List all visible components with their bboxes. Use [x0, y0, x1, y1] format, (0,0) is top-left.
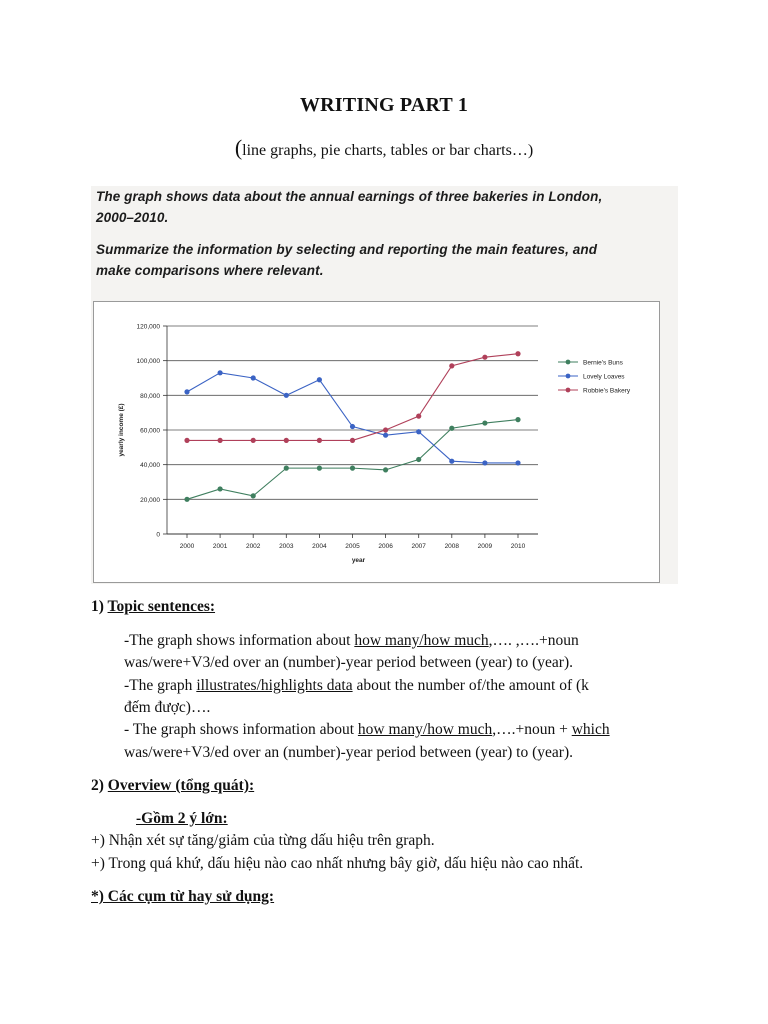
x-tick-label: 2007	[411, 543, 426, 550]
data-point	[218, 486, 223, 491]
chart-frame	[93, 301, 660, 583]
data-point	[218, 370, 223, 375]
topic-line-6: was/were+V3/ed over an (number)-year period between (year) to (year).	[124, 744, 573, 761]
data-point	[383, 467, 388, 472]
series-line	[187, 420, 518, 500]
legend-label: Robbie's Bakery	[583, 387, 631, 395]
data-point	[383, 427, 388, 432]
legend-swatch-marker	[566, 388, 571, 393]
data-point	[482, 460, 487, 465]
data-point	[284, 393, 289, 398]
topic-line-2: was/were+V3/ed over an (number)-year period between (year) to (year).	[124, 654, 573, 671]
y-axis-label: yearly income (£)	[118, 403, 125, 457]
data-point	[482, 355, 487, 360]
data-point	[515, 351, 520, 356]
x-tick-label: 2004	[312, 543, 327, 550]
legend-label: Lovely Loaves	[583, 373, 625, 381]
section-title: Overview (tổng quát):	[107, 777, 255, 794]
data-point	[184, 389, 189, 394]
section-number: 2)	[91, 777, 104, 794]
task-prompt-line-3: Summarize the information by selecting and reporting the main features, and	[96, 242, 598, 257]
line-chart	[94, 302, 659, 582]
data-point	[515, 417, 520, 422]
x-tick-label: 2008	[444, 543, 460, 550]
x-tick-label: 2000	[179, 543, 195, 550]
y-tick-label: 60,000	[140, 427, 160, 435]
overview-point-1: +) Nhận xét sự tăng/giảm của từng dấu hiệu trên graph.	[91, 832, 435, 849]
data-point	[350, 466, 355, 471]
page-subtitle	[0, 135, 768, 161]
data-point	[416, 429, 421, 434]
task-prompt-line-4: make comparisons where relevant.	[96, 263, 324, 278]
data-point	[350, 424, 355, 429]
data-point	[515, 460, 520, 465]
data-point	[317, 466, 322, 471]
page-title: WRITING PART 1	[299, 94, 469, 116]
data-point	[251, 493, 256, 498]
overview-point-2: +) Trong quá khứ, dấu hiệu nào cao nhất nhưng bây giờ, dấu hiệu nào cao nhất.	[91, 855, 584, 872]
topic-line-3: -The graph illustrates/highlights data about the number of/the amount of (k	[124, 677, 589, 694]
data-point	[317, 438, 322, 443]
x-axis-label: year	[351, 557, 366, 564]
section-number: 1)	[91, 598, 104, 615]
x-tick-label: 2005	[345, 543, 360, 550]
y-tick-label: 80,000	[140, 392, 160, 400]
section-title: Topic sentences:	[107, 598, 216, 615]
x-tick-label: 2001	[212, 543, 228, 550]
topic-line-1: -The graph shows information about how many/how much,…. ,….+noun	[124, 632, 579, 649]
x-tick-label: 2002	[245, 543, 261, 550]
task-prompt-line-1: The graph shows data about the annual earnings of three bakeries in London,	[96, 189, 603, 204]
data-point	[184, 438, 189, 443]
data-point	[482, 420, 487, 425]
section-overview-heading	[91, 777, 254, 795]
data-point	[251, 438, 256, 443]
topic-line-4: đếm được)….	[124, 699, 211, 716]
y-tick-label: 20,000	[140, 496, 160, 504]
overview-subheading: -Gồm 2 ý lớn:	[136, 810, 228, 827]
task-prompt-line-2: 2000–2010.	[96, 210, 169, 225]
data-point	[251, 375, 256, 380]
legend-label: Bernie's Buns	[583, 359, 623, 367]
data-point	[416, 457, 421, 462]
data-point	[184, 497, 189, 502]
section-topic-heading	[91, 598, 215, 616]
data-point	[449, 459, 454, 464]
data-point	[284, 438, 289, 443]
data-point	[449, 426, 454, 431]
x-tick-label: 2003	[279, 543, 294, 550]
data-point	[317, 377, 322, 382]
section-phrases-heading: *) Các cụm từ hay sử dụng:	[91, 888, 275, 905]
data-point	[284, 466, 289, 471]
x-tick-label: 2009	[477, 543, 493, 550]
subtitle-text: line graphs, pie charts, tables or bar charts…)	[242, 142, 534, 159]
data-point	[218, 438, 223, 443]
data-point	[449, 363, 454, 368]
data-point	[416, 414, 421, 419]
subtitle-paren: (	[234, 135, 243, 160]
legend-swatch-marker	[566, 374, 571, 379]
data-point	[350, 438, 355, 443]
series-line	[187, 373, 518, 463]
y-tick-label: 40,000	[140, 462, 160, 470]
legend-swatch-marker	[566, 360, 571, 365]
y-tick-label: 0	[156, 531, 160, 539]
data-point	[383, 433, 388, 438]
y-tick-label: 100,000	[136, 358, 160, 366]
y-tick-label: 120,000	[136, 323, 160, 331]
topic-line-5: - The graph shows information about how many/how much,….+noun + which	[124, 721, 610, 738]
x-tick-label: 2006	[378, 543, 393, 550]
x-tick-label: 2010	[510, 543, 526, 550]
